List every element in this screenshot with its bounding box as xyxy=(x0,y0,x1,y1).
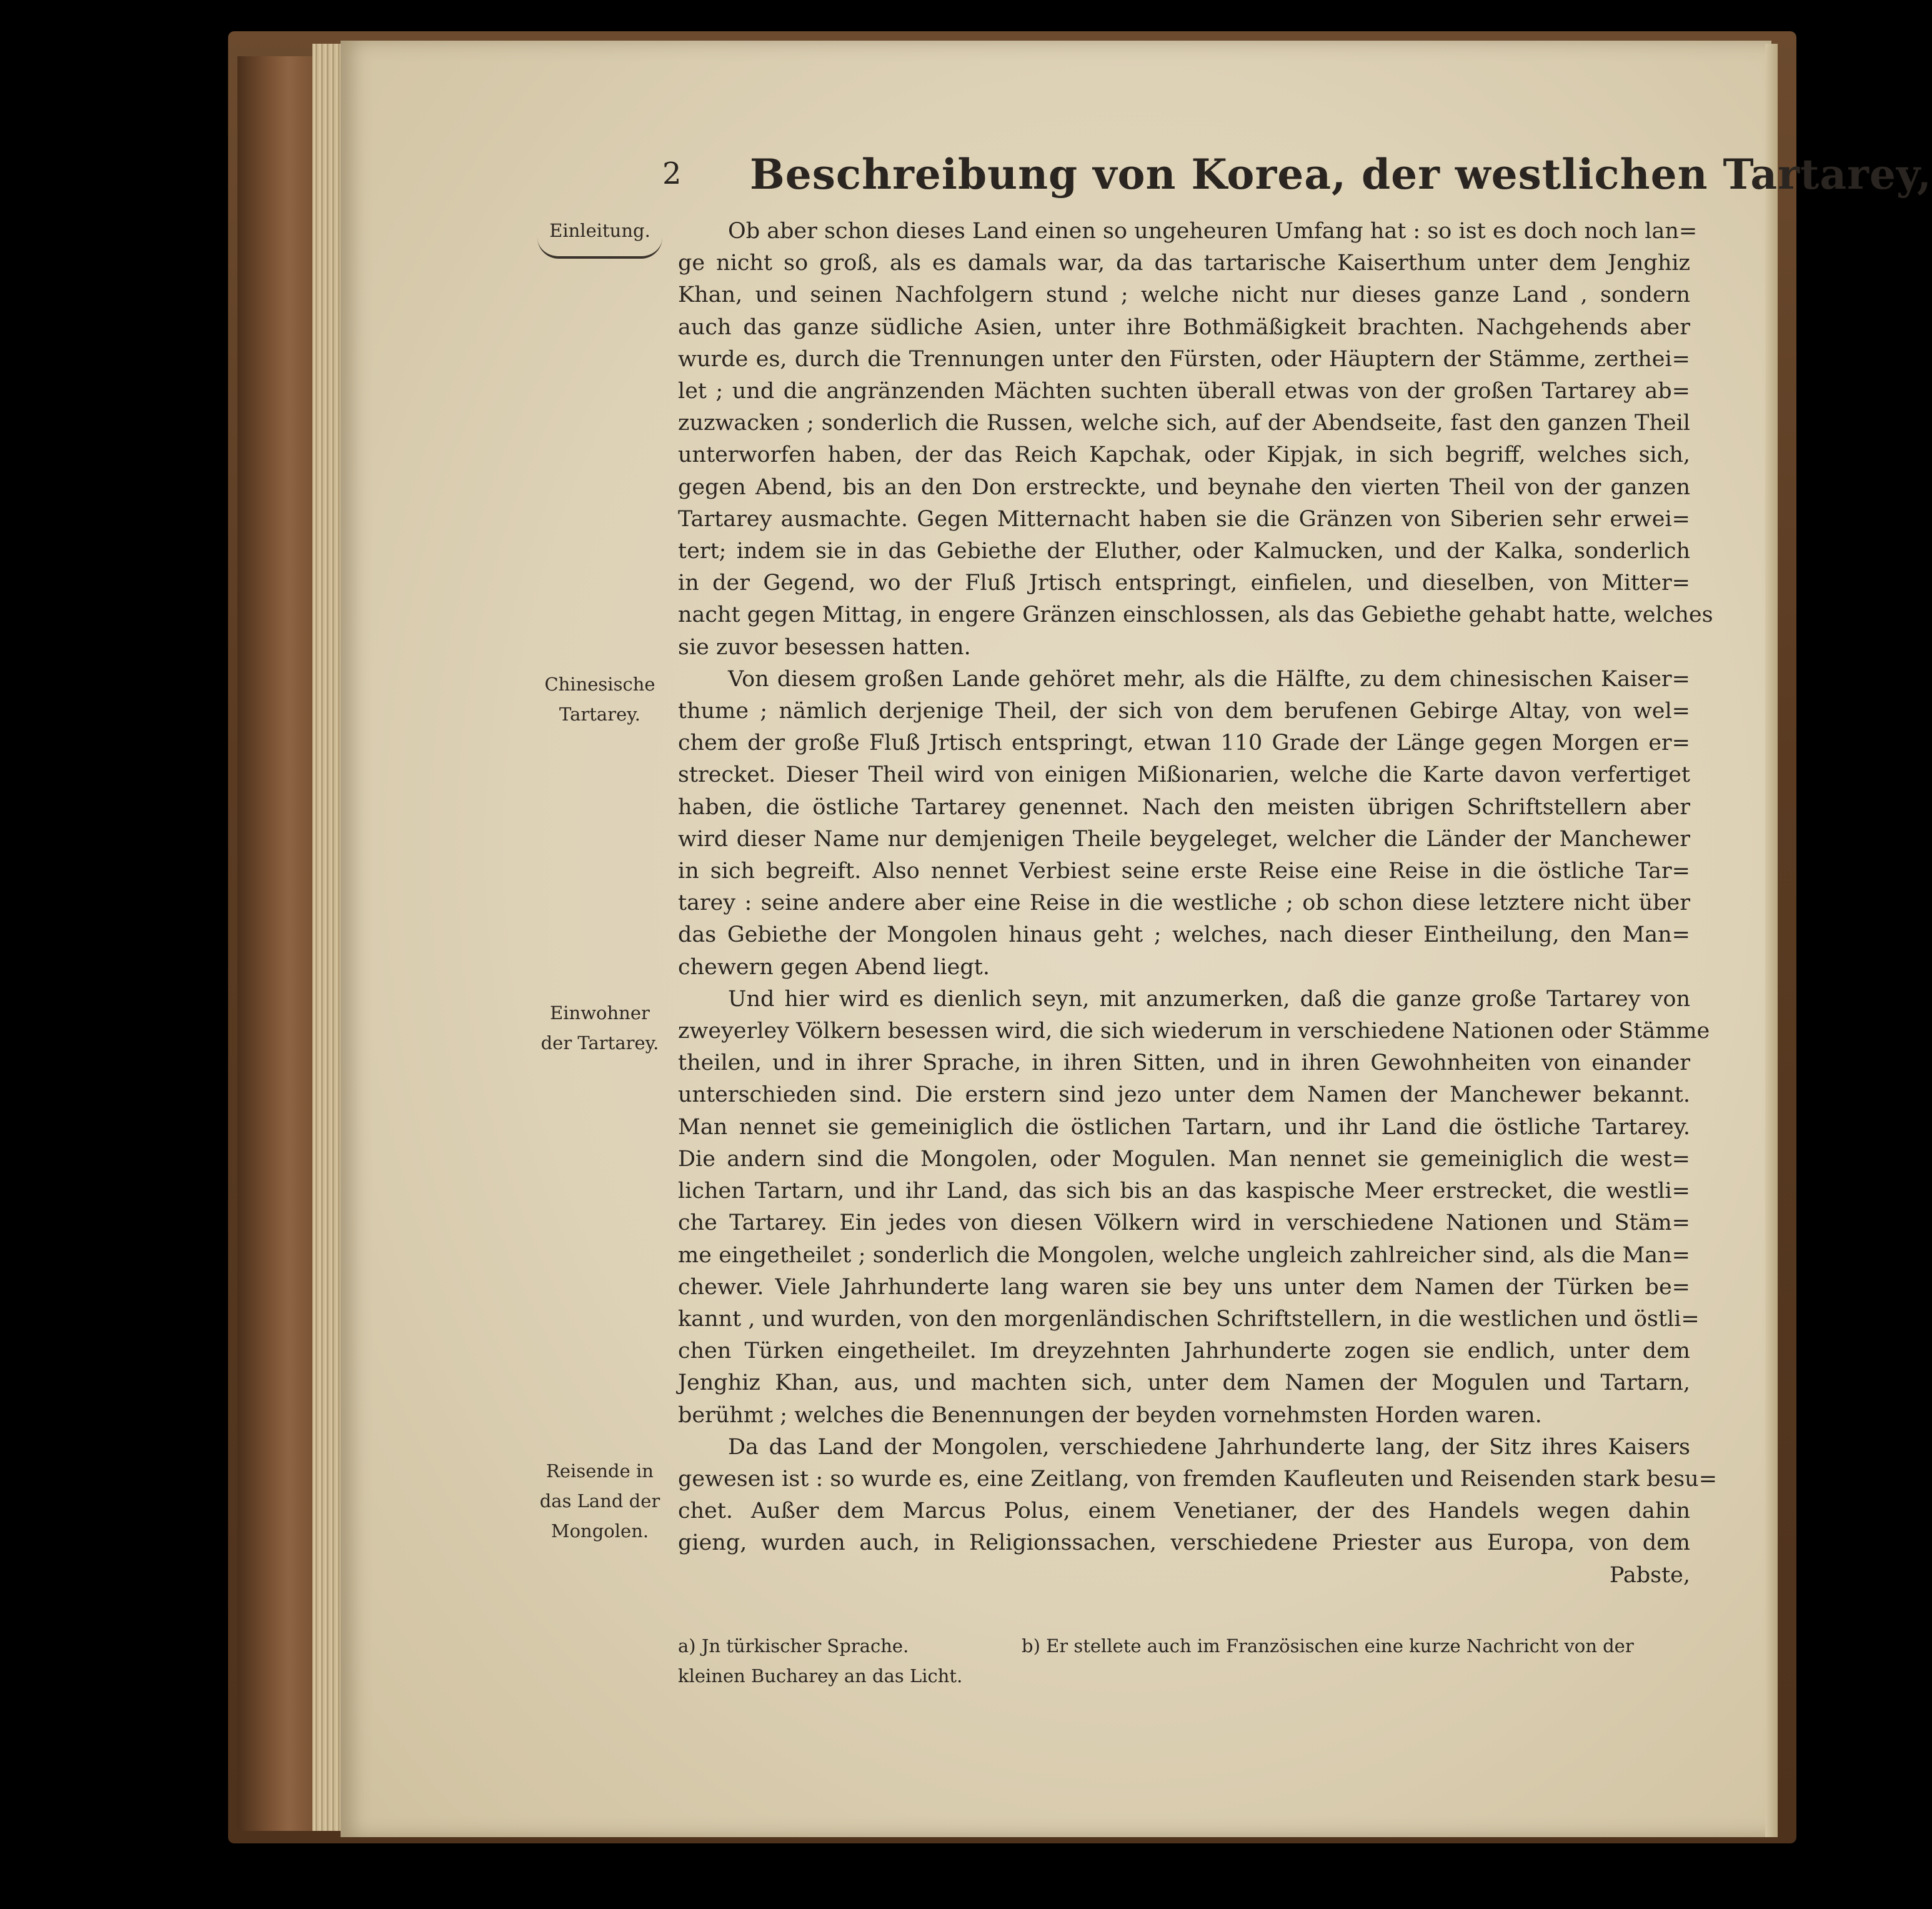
margin-note-line: Mongolen. xyxy=(550,1520,649,1542)
text-line: Man nennet sie gemeiniglich die östlichen Tartarn, und ihr Land die östliche Tartarey. xyxy=(678,1114,1690,1140)
text-line: Ob aber schon dieses Land einen so ungeheuren Umfang hat : so ist es doch noch lan= xyxy=(728,219,1698,244)
brace-mark xyxy=(537,237,662,259)
page-number: 2 xyxy=(662,156,682,191)
text-line: Khan, und seinen Nachfolgern stund ; welche nicht nur dieses ganze Land , sondern xyxy=(678,282,1690,308)
text-line: gewesen ist : so wurde es, eine Zeitlang, von fremden Kaufleuten und Reisenden stark besu= xyxy=(678,1466,1718,1492)
footnote-b: b) Er stellete auch im Französischen eine kurze Nachricht von der xyxy=(1022,1635,1634,1657)
text-line: berühmt ; welches die Benennungen der beyden vornehmsten Horden waren. xyxy=(678,1402,1542,1428)
margin-note-reisende xyxy=(525,1456,675,1546)
text-line: haben, die östliche Tartarey genennet. Nach den meisten übrigen Schriftstellern aber xyxy=(678,794,1690,820)
margin-note-line: Chinesische xyxy=(544,674,655,695)
text-line: unterschieden sind. Die erstern sind jezo unter dem Namen der Manchewer bekannt. xyxy=(678,1082,1690,1108)
text-line: zuzwacken ; sonderlich die Russen, welche sich, auf der Abendseite, fast den ganzen Theil xyxy=(678,411,1690,436)
text-line: Jenghiz Khan, aus, und machten sich, unter dem Namen der Mogulen und Tartarn, xyxy=(678,1370,1690,1396)
text-line: wurde es, durch die Trennungen unter den Fürsten, oder Häuptern der Stämme, zerthei= xyxy=(678,346,1690,372)
margin-note-einwohner xyxy=(525,998,675,1058)
text-line: theilen, und in ihrer Sprache, in ihren Sitten, und in ihren Gewohnheiten von einander xyxy=(678,1050,1690,1076)
footnote-continuation: kleinen Bucharey an das Licht. xyxy=(678,1665,963,1687)
page-right-edge xyxy=(1765,44,1778,1837)
text-line: Die andern sind die Mongolen, oder Mogulen. Man nennet sie gemeiniglich die west= xyxy=(678,1146,1690,1172)
catchword: Pabste, xyxy=(1609,1562,1690,1588)
text-line: chet. Außer dem Marcus Polus, einem Venetianer, der des Handels wegen dahin xyxy=(678,1498,1690,1524)
margin-note-chinesische-tartarey xyxy=(525,669,675,729)
text-line: tert; indem sie in das Gebiethe der Eluther, oder Kalmucken, und der Kalka, sonderlich xyxy=(678,539,1690,564)
text-line: zweyerley Völkern besessen wird, die sich wiederum in verschiedene Nationen oder Stämme xyxy=(678,1019,1710,1044)
text-line: nacht gegen Mittag, in engere Gränzen einschlossen, als das Gebiethe gehabt hatte, welches xyxy=(678,602,1713,628)
text-line: das Gebiethe der Mongolen hinaus geht ; welches, nach dieser Eintheilung, den Man= xyxy=(678,922,1690,948)
margin-note-line: Einwohner xyxy=(550,1002,650,1024)
text-line: unterworfen haben, der das Reich Kapchak, oder Kipjak, in sich begriff, welches sich, xyxy=(678,442,1690,468)
margin-note-line: Tartarey. xyxy=(559,704,640,725)
text-line: chen Türken eingetheilet. Im dreyzehnten Jahrhunderte zogen sie endlich, unter dem xyxy=(678,1338,1690,1364)
text-line: let ; und die angränzenden Mächten suchten überall etwas von der großen Tartarey ab= xyxy=(678,379,1690,404)
text-line: Da das Land der Mongolen, verschiedene Jahrhunderte lang, der Sitz ihres Kaisers xyxy=(728,1434,1690,1460)
text-line: auch das ganze südliche Asien, unter ihre Bothmäßigkeit brachten. Nachgehends aber xyxy=(678,314,1690,340)
body-text xyxy=(678,216,1718,1592)
text-line: chewer. Viele Jahrhunderte lang waren sie bey uns unter dem Namen der Türken be= xyxy=(678,1274,1690,1300)
text-line: in der Gegend, wo der Fluß Jrtisch entspringt, einfielen, und dieselben, von Mitter= xyxy=(678,571,1690,596)
text-line: thume ; nämlich derjenige Theil, der sich von dem berufenen Gebirge Altay, von wel= xyxy=(678,699,1690,724)
text-line: Tartarey ausmachte. Gegen Mitternacht haben sie die Gränzen von Siberien sehr erwei= xyxy=(678,506,1690,532)
text-line: strecket. Dieser Theil wird von einigen Mißionarien, welche die Karte davon verfertiget xyxy=(678,762,1690,788)
text-line: chem der große Fluß Jrtisch entspringt, etwan 110 Grade der Länge gegen Morgen er= xyxy=(678,730,1690,756)
text-line: gieng, wurden auch, in Religionssachen, verschiedene Priester aus Europa, von dem xyxy=(678,1530,1690,1556)
footnote-a: a) Jn türkischer Sprache. xyxy=(678,1635,909,1657)
text-line: chewern gegen Abend liegt. xyxy=(678,954,990,980)
text-line: Von diesem großen Lande gehöret mehr, als die Hälfte, zu dem chinesischen Kaiser= xyxy=(728,666,1690,692)
margin-note-line: der Tartarey. xyxy=(540,1032,659,1054)
text-line: me eingetheilet ; sonderlich die Mongolen, welche ungleich zahlreicher sind, als die Man= xyxy=(678,1242,1690,1268)
text-line: in sich begreift. Also nennet Verbiest seine erste Reise eine Reise in die östliche Tar= xyxy=(678,859,1690,884)
text-line: ge nicht so groß, als es damals war, da das tartarische Kaiserthum unter dem Jenghiz xyxy=(678,251,1690,276)
text-line: wird dieser Name nur demjenigen Theile beygeleget, welcher die Länder der Manchewer xyxy=(678,826,1690,852)
margin-note-line: das Land der xyxy=(539,1490,660,1512)
text-line: lichen Tartarn, und ihr Land, das sich bis an das kaspische Meer erstrecket, die westli= xyxy=(678,1179,1690,1204)
margin-note-line: Reisende in xyxy=(546,1460,654,1482)
text-line: kannt , und wurden, von den morgenländischen Schriftstellern, in die westlichen und östli= xyxy=(678,1306,1700,1332)
text-line: gegen Abend, bis an den Don erstreckte, und beynahe den vierten Theil von der ganzen xyxy=(678,474,1690,500)
margin-note-line: Einleitung. xyxy=(549,220,650,241)
text-line: che Tartarey. Ein jedes von diesen Völkern wird in verschiedene Nationen und Stäm= xyxy=(678,1210,1690,1236)
text-line: tarey : seine andere aber eine Reise in die westliche ; ob schon diese letztere nicht über xyxy=(678,890,1690,916)
text-line: Und hier wird es dienlich seyn, mit anzumerken, daß die ganze große Tartarey von xyxy=(728,986,1690,1012)
text-line: sie zuvor besessen hatten. xyxy=(678,634,971,660)
running-head-title: Beschreibung von Korea, der westlichen Tartarey, xyxy=(750,150,1932,199)
